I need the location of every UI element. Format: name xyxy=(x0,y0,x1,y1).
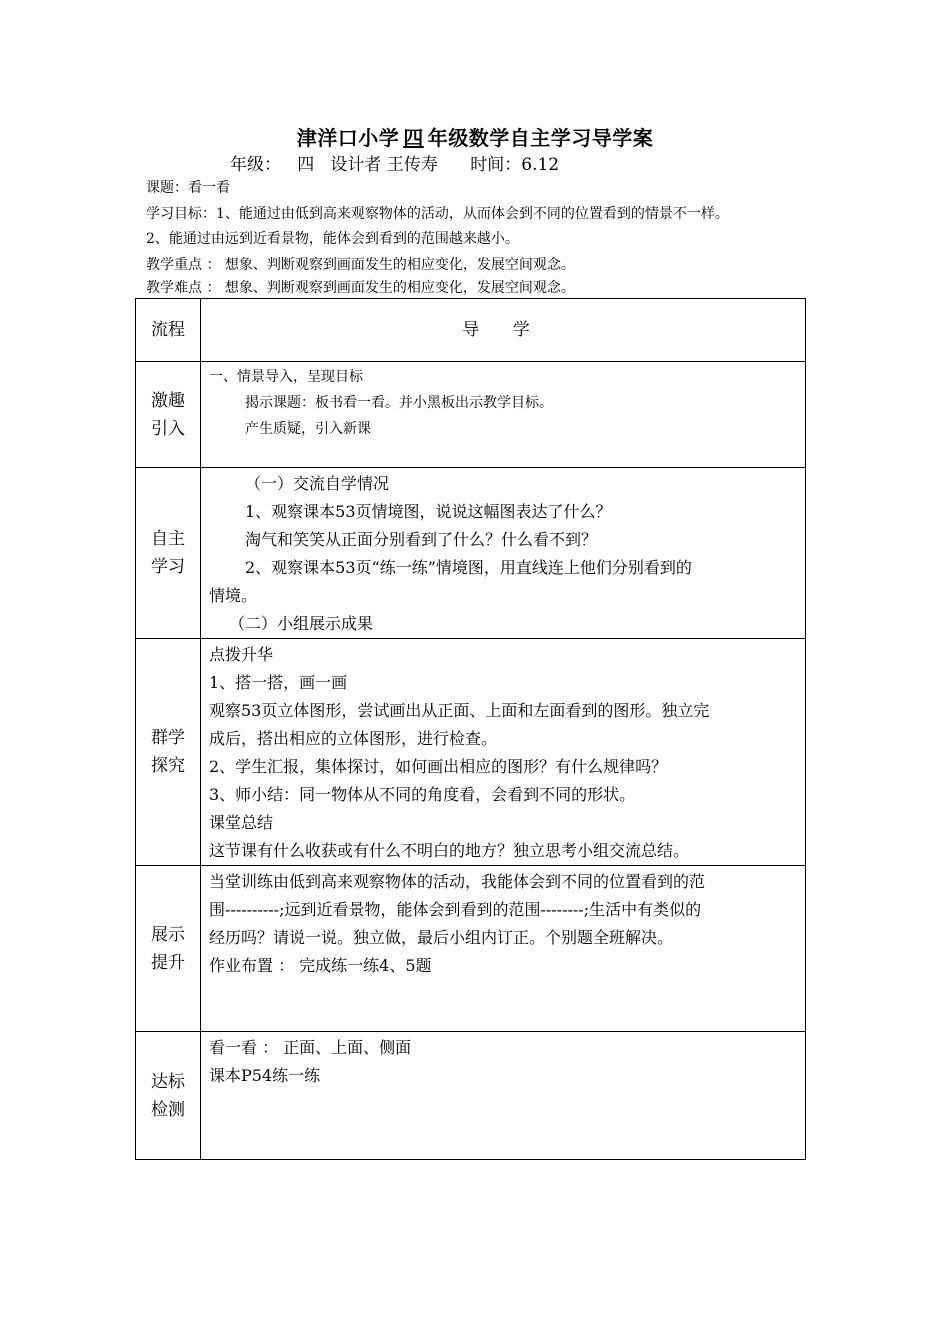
content-line: 围----------;远到近看景物，能体会到看到的范围--------;生活中有类似的 xyxy=(209,900,702,919)
lesson-table xyxy=(135,298,806,1160)
stage-cell-intro xyxy=(136,362,201,468)
difficulty-line: 教学难点 ： 想象、判断观察到画面发生的相应变化，发展空间观念。 xyxy=(146,280,575,296)
content-line: 情境。 xyxy=(209,586,258,605)
stage-label: 激趣引入 xyxy=(151,390,185,439)
title-prefix: 津洋口小学 xyxy=(296,126,400,150)
meta-line: 年级： 四 设计者 王传寿 时间：6.12 xyxy=(230,155,560,175)
content-line: 看一看 ： 正面、上面、侧面 xyxy=(209,1038,412,1057)
content-line: 2、学生汇报，集体探讨，如何画出相应的图形？有什么规律吗？ xyxy=(209,757,668,776)
content-line: 3、师小结：同一物体从不同的角度看，会看到不同的形状。 xyxy=(209,785,636,804)
content-line: 1、搭一搭，画一画 xyxy=(209,673,348,692)
table-row-intro xyxy=(136,362,806,468)
stage-cell-group-explore xyxy=(136,639,201,866)
content-line: 点拨升华 xyxy=(209,645,274,664)
table-row-assessment xyxy=(136,1032,806,1160)
goal-line-1: 学习目标：1、能通过由低到高来观察物体的活动，从而体会到不同的位置看到的情景不一样。 xyxy=(146,206,729,222)
content-line: 1、观察课本53页情境图，说说这幅图表达了什么？ xyxy=(245,502,612,521)
table-row-self-study xyxy=(136,468,806,639)
content-line: 揭示课题：板书看一看。并小黑板出示教学目标。 xyxy=(245,395,553,411)
content-cell-assessment xyxy=(201,1032,806,1160)
title-grade: 四 xyxy=(403,126,424,150)
content-line: （一）交流自学情况 xyxy=(245,474,390,493)
table-row-showcase xyxy=(136,866,806,1032)
content-line: 成后，搭出相应的立体图形，进行检查。 xyxy=(209,729,498,748)
content-cell-showcase xyxy=(201,866,806,1032)
content-line: 产生质疑，引入新课 xyxy=(245,421,371,437)
content-cell-intro xyxy=(201,362,806,468)
title-suffix: 年级数学自主学习导学案 xyxy=(427,126,654,150)
table-row-group-explore xyxy=(136,639,806,866)
stage-label: 达标检测 xyxy=(151,1071,185,1120)
key-point-line: 教学重点 ： 想象、判断观察到画面发生的相应变化，发展空间观念。 xyxy=(146,257,575,273)
content-line: 观察53页立体图形，尝试画出从正面、上面和左面看到的图形。独立完 xyxy=(209,701,710,720)
stage-cell-self-study xyxy=(136,468,201,639)
goal-line-2: 2、能通过由远到近看景物，能体会到看到的范围越来越小。 xyxy=(146,231,519,247)
content-line: （二）小组展示成果 xyxy=(229,614,374,633)
content-line: 当堂训练由低到高来观察物体的活动，我能体会到不同的位置看到的范 xyxy=(209,872,706,891)
content-line: 淘气和笑笑从正面分别看到了什么？什么看不到？ xyxy=(245,530,598,549)
content-cell-self-study xyxy=(201,468,806,639)
stage-cell-showcase xyxy=(136,866,201,1032)
stage-label: 展示提升 xyxy=(151,924,185,973)
header-content-cell: 导 学 xyxy=(201,299,806,362)
header-stage-cell: 流程 xyxy=(136,299,201,362)
content-line: 这节课有什么收获或有什么不明白的地方？独立思考小组交流总结。 xyxy=(209,841,690,860)
content-line: 课本P54练一练 xyxy=(209,1066,321,1085)
stage-label: 自主学习 xyxy=(151,529,185,577)
content-line: 经历吗？请说一说。独立做，最后小组内订正。个别题全班解决。 xyxy=(209,928,674,947)
stage-label: 群学探究 xyxy=(151,728,185,776)
table-header-row xyxy=(136,299,806,362)
content-cell-group-explore xyxy=(201,639,806,866)
content-line: 课堂总结 xyxy=(209,813,274,832)
content-line: 作业布置 ： 完成练一练4、5题 xyxy=(209,956,432,975)
content-line: 2、观察课本53页“练一练”情境图，用直线连上他们分别看到的 xyxy=(245,558,692,577)
stage-cell-assessment xyxy=(136,1032,201,1160)
topic-line: 课题：看一看 xyxy=(146,180,230,196)
document-title xyxy=(0,122,950,151)
content-line: 一、情景导入，呈现目标 xyxy=(209,369,363,385)
